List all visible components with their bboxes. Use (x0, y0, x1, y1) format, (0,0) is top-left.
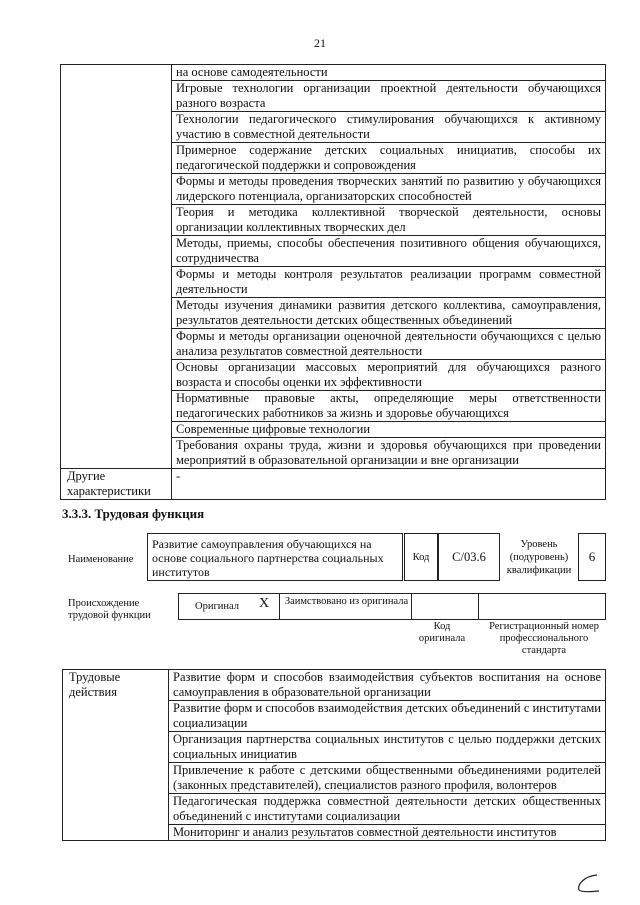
function-name-box: Развитие самоуправления обучающихся на основе социального партнерства социальных институтов (147, 533, 403, 581)
row-group-label: Трудовые действия (63, 670, 169, 841)
function-code-box: С/03.6 (438, 533, 500, 581)
origin-row (178, 593, 606, 620)
borrowed-cell (279, 593, 412, 620)
origin-label: Происхождение трудовой функции (68, 598, 151, 621)
knowledge-row (61, 65, 606, 81)
reg-caption: Регистрационный номер профессионального стандарта (489, 621, 599, 656)
table-cell: Развитие форм и способов взаимодействия детских объединений с институтами социализации (169, 701, 606, 732)
table-cell: Современные цифровые технологии (172, 422, 606, 438)
table-cell: Теория и методика коллективной творческой деятельности, основы организации коллективных творческих дел (172, 205, 606, 236)
original-label: Оригинал (195, 601, 239, 612)
table-cell: Технологии педагогического стимулирования обучающихся к активному участию в совместной деятельности (172, 112, 606, 143)
table-cell: Педагогическая поддержка совместной деятельности детских общественных объединений с институтами социализации (169, 794, 606, 825)
row-group-label (61, 65, 172, 469)
original-cell (178, 593, 280, 620)
table-cell: Требования охраны труда, жизни и здоровья обучающихся при проведении мероприятий в образовательной организации и вне организации (172, 438, 606, 469)
code-label: Код (404, 533, 438, 581)
other-characteristics-value: - (172, 469, 606, 500)
table-cell: Методы, приемы, способы обеспечения позитивного общения обучающихся, сотрудничества (172, 236, 606, 267)
table-cell: Формы и методы организации оценочной деятельности обучающихся с целью анализа результатов совместной деятельности (172, 329, 606, 360)
section-heading: 3.3.3. Трудовая функция (62, 506, 205, 521)
signature-mark (575, 872, 601, 894)
table-cell: Основы организации массовых мероприятий для обучающихся разного возраста и способы оценки их эффективности (172, 360, 606, 391)
level-label: Уровень (подуровень) квалификации (506, 538, 572, 576)
table-cell: Игровые технологии организации проектной деятельности обучающихся разного возраста (172, 81, 606, 112)
other-characteristics-label: Другие характеристики (61, 469, 172, 500)
other-characteristics-row (61, 469, 606, 500)
reg-number-cell (478, 593, 606, 620)
table-cell: Нормативные правовые акты, определяющие меры ответственности педагогических работников за жизнь и здоровье обучающихся (172, 391, 606, 422)
original-mark: X (259, 596, 270, 611)
table-cell: Привлечение к работе с детскими общественными объединениями родителей (законных представителей), специалистов разного профиля, волонтеров (169, 763, 606, 794)
table-cell: Мониторинг и анализ результатов совместной деятельности институтов (169, 825, 606, 841)
level-value-box: 6 (578, 533, 606, 581)
actions-table (62, 669, 606, 841)
page-number: 21 (314, 36, 326, 50)
table-cell: Формы и методы контроля результатов реализации программ совместной деятельности (172, 267, 606, 298)
original-code-cell (411, 593, 479, 620)
table-cell: Методы изучения динамики развития детского коллектива, самоуправления, результатов деятельности детских общественных объединений (172, 298, 606, 329)
borrowed-label: Заимствовано из оригинала (284, 596, 409, 607)
table-cell: Примерное содержание детских социальных инициатив, способы их педагогической поддержки и сопровождения (172, 143, 606, 174)
knowledge-table (60, 64, 606, 500)
table-cell: Формы и методы проведения творческих занятий по развитию у обучающихся лидерского потенциала, организаторских способностей (172, 174, 606, 205)
table-cell: Организация партнерства социальных институтов с целью поддержки детских социальных инициатив (169, 732, 606, 763)
action-row (63, 670, 606, 701)
code-caption: Код оригинала (418, 621, 466, 644)
table-cell: Развитие форм и способов взаимодействия субъектов воспитания на основе самоуправления в образовательной организации (169, 670, 606, 701)
name-label: Наименование (68, 554, 134, 565)
table-cell: на основе самодеятельности (172, 65, 606, 81)
